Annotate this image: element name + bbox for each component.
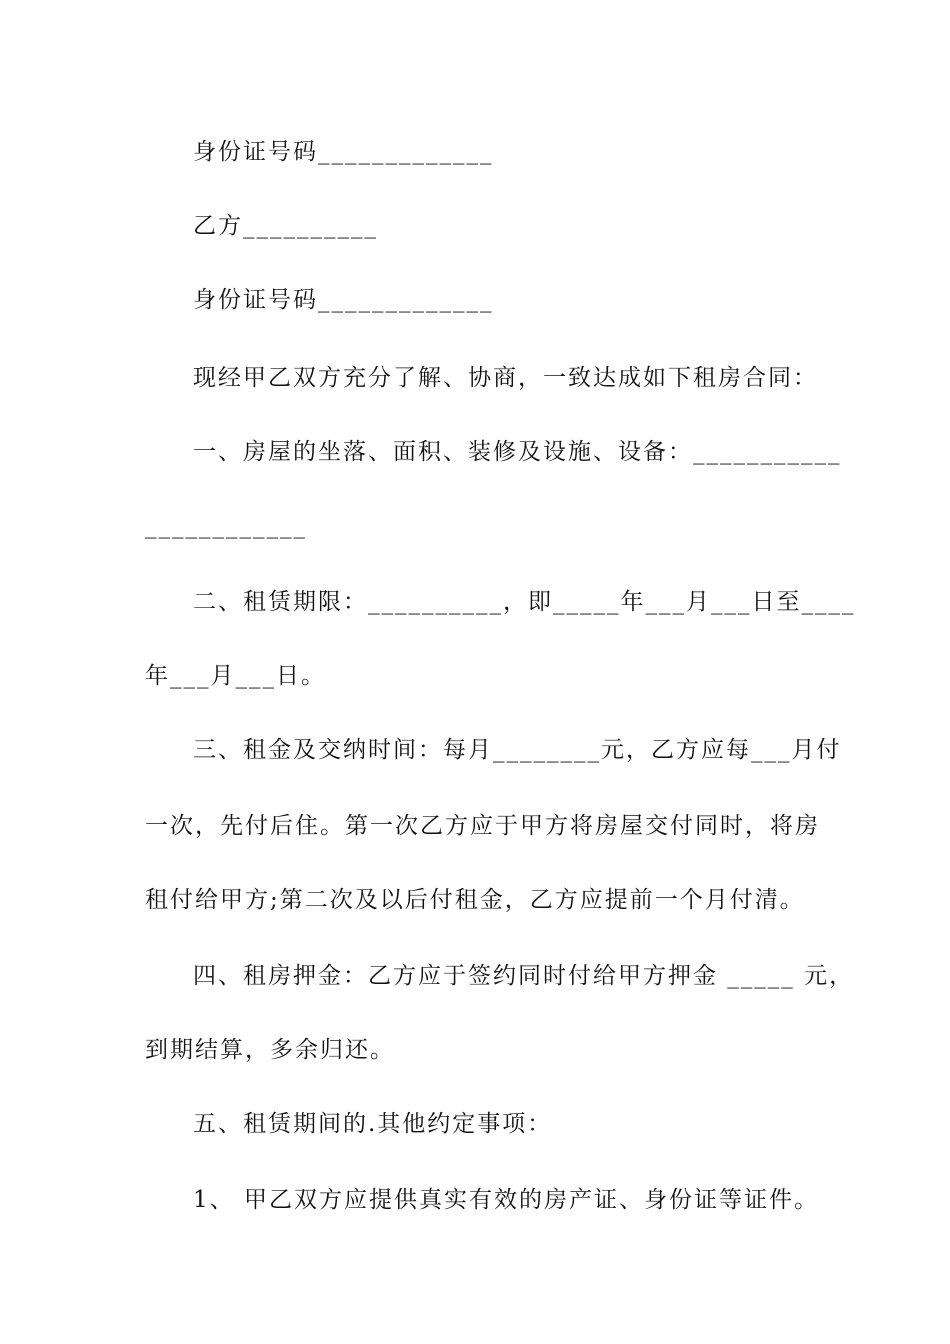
clause-2-continuation: 年___月___日。 xyxy=(145,663,326,689)
clause-4-continuation: 到期结算，多余归还。 xyxy=(145,1037,395,1063)
clause-3-rent-payment: 三、租金及交纳时间：每月________元，乙方应每___月付 xyxy=(193,737,842,763)
party-b-line: 乙方__________ xyxy=(193,213,378,239)
clause-5-item-1: 1、 甲乙双方应提供真实有效的房产证、身份证等证件。 xyxy=(193,1187,819,1213)
id-number-line-party-b: 身份证号码_____________ xyxy=(193,287,494,313)
clause-1-house-details: 一、房屋的坐落、面积、装修及设施、设备：___________ xyxy=(193,439,842,465)
clause-1-continuation: ____________ xyxy=(145,513,307,539)
id-number-line-party-a: 身份证号码_____________ xyxy=(193,139,494,165)
clause-4-deposit: 四、租房押金：乙方应于签约同时付给甲方押金 _____ 元， xyxy=(193,963,855,989)
clause-3-continuation-1: 一次，先付后住。第一次乙方应于甲方将房屋交付同时，将房 xyxy=(145,813,820,839)
contract-intro-paragraph: 现经甲乙双方充分了解、协商，一致达成如下租房合同： xyxy=(193,365,818,391)
clause-5-other-terms: 五、租赁期间的.其他约定事项： xyxy=(193,1111,553,1137)
clause-3-continuation-2: 租付给甲方;第二次及以后付租金，乙方应提前一个月付清。 xyxy=(145,887,805,913)
clause-2-lease-term: 二、租赁期限：__________，即_____年___月___日至____ xyxy=(193,589,856,615)
